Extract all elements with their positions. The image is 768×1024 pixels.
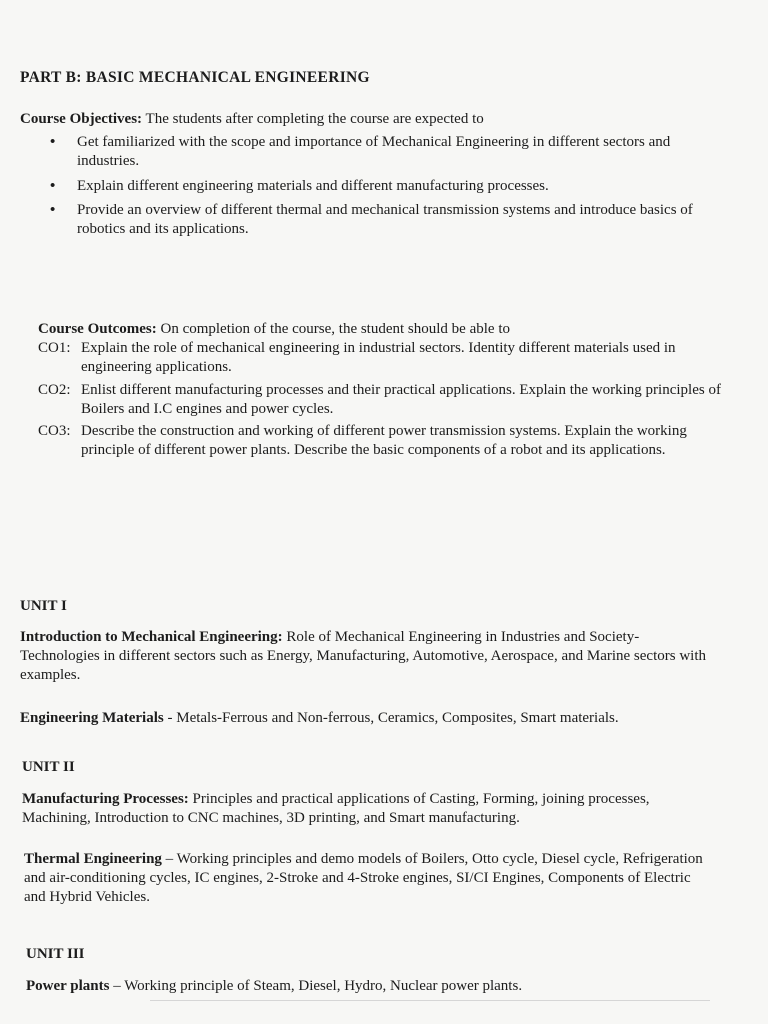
course-outcomes-intro-text: On completion of the course, the student should be able to [156, 321, 510, 337]
unit-1-title: UNIT I [20, 598, 67, 614]
unit-1-topic-intro [20, 628, 720, 686]
topic-label: Introduction to Mechanical Engineering: [20, 629, 283, 645]
topic-text: – Working principles and demo models of Boilers, Otto cycle, Diesel cycle, Refrigeration and air-conditioning cycles, IC engines, 2-Stroke and 4-Stroke engines, SI/CI Engines, Components of Electric and Hybrid Vehicles. [24, 851, 703, 906]
outcome-text: Enlist different manufacturing processes and their practical applications. Explain the working principles of Boilers and I.C engines and power cycles. [81, 381, 721, 417]
outcome-text: Describe the construction and working of different power transmission systems. Explain the working principle of different power plants. Describe the basic components of a robot and its applications. [81, 422, 687, 459]
outcome-item [38, 422, 733, 460]
objective-item [20, 133, 720, 171]
divider [150, 1000, 710, 1001]
bullet-icon: • [50, 201, 56, 218]
unit-1-topic-materials [20, 709, 730, 728]
course-outcomes-intro [38, 320, 733, 339]
objectives-list [20, 133, 720, 239]
topic-text: - Metals-Ferrous and Non-ferrous, Ceramics, Composites, Smart materials. [163, 710, 619, 726]
course-objectives-label: Course Objectives: [20, 111, 143, 127]
bullet-icon: • [50, 134, 56, 151]
objective-item [20, 177, 720, 196]
course-outcomes-label: Course Outcomes: [38, 321, 157, 337]
topic-text: Role of Mechanical Engineering in Industries and Society- Technologies in different sectors such as Energy, Manufacturing, Automotive, Aerospace, and Marine sectors with examples. [20, 629, 706, 684]
topic-text: – Working principle of Steam, Diesel, Hydro, Nuclear power plants. [109, 978, 523, 994]
course-outcomes-section [38, 320, 733, 460]
topic-label: Manufacturing Processes: [22, 791, 189, 807]
objective-item [20, 201, 720, 239]
topic-label: Thermal Engineering [24, 851, 162, 867]
objective-text: Get familiarized with the scope and importance of Mechanical Engineering in different sectors and industries. [77, 134, 671, 170]
outcome-item [38, 381, 733, 419]
outcome-code: CO3: [38, 422, 71, 439]
topic-label: Power plants [26, 978, 110, 994]
unit-2-title: UNIT II [22, 759, 75, 775]
unit-3-topic-power-plants [26, 977, 716, 996]
bullet-icon: • [50, 177, 56, 194]
topic-text: Principles and practical applications of Casting, Forming, joining processes, Machining, Introduction to CNC machines, 3D printing, and Smart manufacturing. [22, 791, 650, 827]
part-title: PART B: BASIC MECHANICAL ENGINEERING [20, 69, 370, 86]
objective-text: Explain different engineering materials and different manufacturing processes. [77, 177, 549, 194]
unit-3-title: UNIT III [26, 946, 85, 962]
outcome-text: Explain the role of mechanical engineering in industrial sectors. Identity different materials used in engineering applications. [81, 340, 676, 376]
outcome-code: CO1: [38, 340, 71, 357]
course-objectives-section [20, 110, 720, 244]
outcome-item [38, 339, 733, 377]
outcome-code: CO2: [38, 381, 71, 398]
course-objectives-intro [20, 110, 720, 129]
unit-2-topic-thermal [24, 850, 714, 908]
objective-text: Provide an overview of different thermal and mechanical transmission systems and introduce basics of robotics and its applications. [77, 201, 693, 237]
topic-label: Engineering Materials [20, 710, 164, 726]
unit-2-topic-manufacturing [22, 790, 712, 828]
course-objectives-intro-text: The students after completing the course are expected to [142, 111, 484, 127]
